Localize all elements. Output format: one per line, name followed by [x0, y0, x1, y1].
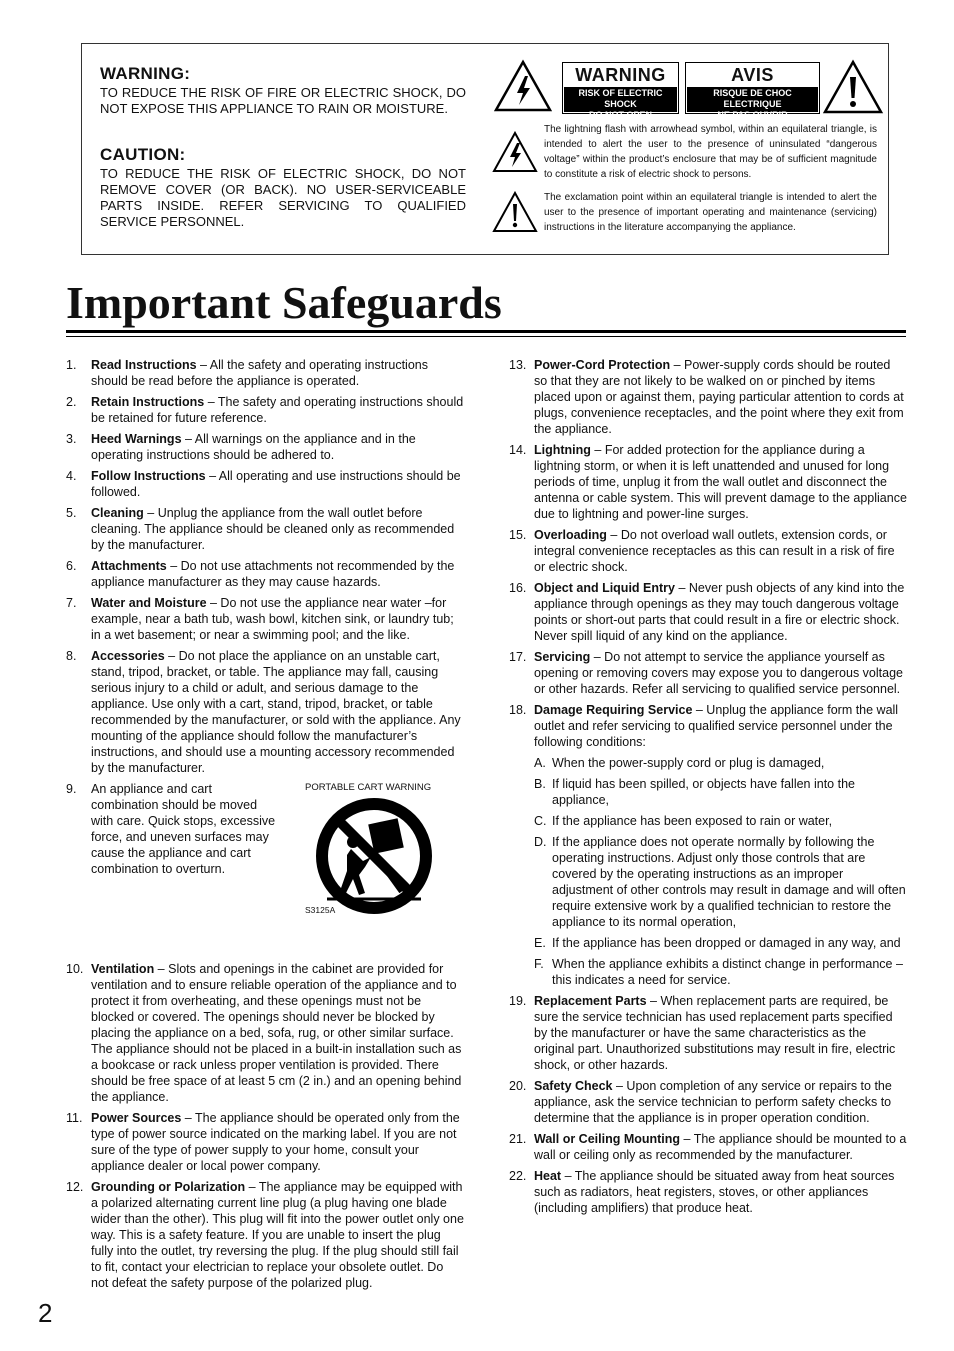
sub-item-text: When the appliance exhibits a distinct change in performance – this indicates a need for service.	[552, 957, 903, 987]
item-number: 19.	[509, 994, 527, 1008]
item-number: 2.	[66, 395, 77, 409]
item-heading: Power Sources	[91, 1111, 182, 1125]
item-text: – All operating and use instructions should be followed.	[91, 469, 461, 499]
list-item	[509, 580, 907, 644]
cart-warning-figure	[305, 782, 432, 915]
item-text: – Do not attempt to service the appliance yourself as opening or removing covers may expose you to dangerous voltage or other hazards. Refer all servicing to qualified service personnel.	[534, 650, 903, 696]
item-number: 3.	[66, 432, 77, 446]
item-heading: Ventilation	[91, 962, 155, 976]
item-text: – The appliance should be operated only from the type of power source indicated on the marking label. If you are not sure of the type of power supply to your home, consult your appliance dealer or local power company.	[91, 1111, 460, 1173]
warning-label-subtitle	[564, 87, 677, 120]
item-number: 14.	[509, 443, 527, 457]
sub-item-letter: F.	[534, 957, 544, 971]
page-title: Important Safeguards	[66, 277, 502, 328]
list-item	[66, 1110, 464, 1174]
list-item	[66, 394, 464, 426]
item-text: – The appliance should be mounted to a wall or ceiling only as recommended by the manufacturer.	[534, 1132, 907, 1162]
item-text: – Upon completion of any service or repairs to the appliance, ask the service technician to perform safety checks to determine that the appliance is in proper operation condition.	[534, 1079, 892, 1125]
item-text: An appliance and cart combination should be moved with care. Quick stops, excessive force, and uneven surfaces may cause the appliance and cart combination to overturn.	[91, 782, 276, 876]
item-heading: Overloading	[534, 528, 607, 542]
item-number: 18.	[509, 703, 527, 717]
item-heading: Power-Cord Protection	[534, 358, 671, 372]
list-item	[509, 993, 907, 1073]
item-heading: Water and Moisture	[91, 596, 207, 610]
item-text: – Power-supply cords should be routed so that they are not likely to be walked on or pinched by items placed upon or against them, paying particular attention to cords at plugs, convenience receptacles, and the point where they exit from the appliance.	[534, 358, 904, 436]
item-number: 4.	[66, 469, 77, 483]
item-number: 7.	[66, 596, 77, 610]
item-heading: Accessories	[91, 649, 165, 663]
item-number: 6.	[66, 559, 77, 573]
list-item	[66, 648, 464, 776]
title-rule-thin	[66, 336, 906, 337]
caution-text: TO REDUCE THE RISK OF ELECTRIC SHOCK, DO NOT REMOVE COVER (OR BACK). NO USER-SERVICEABLE PARTS INSIDE. REFER SERVICING TO QUALIFIED SERVICE PERSONNEL.	[100, 166, 466, 229]
list-item	[509, 442, 907, 522]
title-rule-thick	[66, 330, 906, 333]
item-number: 13.	[509, 358, 527, 372]
item-text: – The safety and operating instructions should be retained for future reference.	[91, 395, 464, 425]
list-item	[66, 468, 464, 500]
list-item	[509, 527, 907, 575]
list-item	[66, 357, 464, 389]
page-number: 2	[38, 1298, 53, 1328]
list-item	[66, 505, 464, 553]
item-number: 10.	[66, 962, 84, 976]
item-heading: Wall or Ceiling Mounting	[534, 1132, 681, 1146]
warning-heading: WARNING:	[100, 64, 191, 83]
warning-label	[562, 62, 679, 120]
item-number: 21.	[509, 1132, 527, 1146]
item-heading: Servicing	[534, 650, 591, 664]
sub-item	[534, 755, 907, 771]
item-number: 17.	[509, 650, 527, 664]
sub-item-letter: C.	[534, 814, 547, 828]
item-heading: Follow Instructions	[91, 469, 206, 483]
item-number: 1.	[66, 358, 77, 372]
item-number: 20.	[509, 1079, 527, 1093]
item-number: 22.	[509, 1169, 527, 1183]
sub-item	[534, 776, 907, 808]
sub-item	[534, 813, 907, 829]
item-heading: Heat	[534, 1169, 562, 1183]
lightning-description: The lightning flash with arrowhead symbol, within an equilateral triangle, is intended to alert the user to the presence of uninsulated “dangerous voltage” within the product’s enclosure that may be of sufficient magnitude to constitute a risk of electric shock to persons.	[544, 124, 877, 180]
avis-label-sub1: RISQUE DE CHOC ELECTRIQUE	[713, 88, 792, 109]
list-item	[66, 595, 464, 643]
list-item	[509, 1131, 907, 1163]
exclamation-symbol-icon	[492, 190, 538, 234]
sub-item-text: If liquid has been spilled, or objects have fallen into the appliance,	[552, 777, 855, 807]
item-text: – When replacement parts are required, be sure the service technician has used replacement parts specified by the manufacturer or have the same characteristics as the original part. Unauthorized substitutions may result in fire, electric shock, or other hazards.	[534, 994, 896, 1072]
list-item	[509, 702, 907, 988]
item-text: – Slots and openings in the cabinet are provided for ventilation and to ensure reliable operation of the appliance and to protect it from overheating, and these openings must not be blocked or covered. The openings should never be blocked by placing the appliance on a bed, sofa, rug, or other similar surface. The appliance should not be placed in a built-in installation such as a bookcase or rack unless proper ventilation is provided. There should be free space of at least 5 cm (2 in.) and an opening behind the appliance.	[91, 962, 462, 1104]
right-column	[509, 357, 907, 1221]
item-text: – Do not use attachments not recommended by the appliance manufacturer as they may cause hazards.	[91, 559, 455, 589]
list-item	[509, 357, 907, 437]
item-number: 8.	[66, 649, 77, 663]
sub-item-letter: D.	[534, 835, 547, 849]
avis-label-title: AVIS	[731, 65, 774, 85]
caution-heading: CAUTION:	[100, 145, 186, 164]
lightning-symbol-icon	[492, 130, 538, 174]
item-number: 5.	[66, 506, 77, 520]
list-item	[509, 1168, 907, 1216]
item-text: – Unplug the appliance form the wall outlet and refer servicing to qualified service personnel under the following conditions:	[534, 703, 899, 749]
caution-section	[100, 145, 466, 230]
sub-item-letter: E.	[534, 936, 546, 950]
item-text: – Do not use the appliance near water –for example, near a bath tub, wash bowl, kitchen sink, or laundry tub; in a wet basement; or near a swimming pool; and the like.	[91, 596, 454, 642]
sub-item-text: If the appliance does not operate normally by following the operating instructions. Adjust only those controls that are covered by the operating instructions as an improper adjustment of other controls may result in damage and will often require extensive work by a qualified technician to restore the appliance to its normal operation,	[552, 835, 906, 929]
item-number: 12.	[66, 1180, 84, 1194]
item-heading: Grounding or Polarization	[91, 1180, 246, 1194]
warning-text: TO REDUCE THE RISK OF FIRE OR ELECTRIC SHOCK, DO NOT EXPOSE THIS APPLIANCE TO RAIN OR MOISTURE.	[100, 85, 466, 116]
item-text: – Unplug the appliance from the wall outlet before cleaning. The appliance should be cleaned only as recommended by the manufacturer.	[91, 506, 455, 552]
exclamation-triangle-icon	[822, 59, 884, 115]
lightning-triangle-icon	[494, 59, 552, 113]
list-item	[66, 961, 464, 1105]
sub-item	[534, 956, 907, 988]
item-heading: Object and Liquid Entry	[534, 581, 675, 595]
item-text: – For added protection for the appliance during a lightning storm, or when it is left unattended and unused for long periods of time, unplug it from the wall outlet and disconnect the antenna or cable system. This will prevent damage to the appliance due to lightning and power-line surges.	[534, 443, 907, 521]
item-number: 16.	[509, 581, 527, 595]
item-text: – Never push objects of any kind into the appliance through openings as they may touch dangerous voltage points or short-out parts that could result in a fire or electric shock. Never spill liquid of any kind on the appliance.	[534, 581, 905, 643]
list-item	[66, 558, 464, 590]
item-text: – The appliance may be equipped with a polarized alternating current line plug (a plug having one blade wider than the other). This plug will fit into the power outlet only one way. This is a safety feature. If you are unable to insert the plug fully into the outlet, try reversing the plug. If the plug should still fail to fit, contact your electrician to replace your obsolete outlet. Do not defeat the safety purpose of the polarized plug.	[91, 1180, 464, 1290]
sub-item-letter: B.	[534, 777, 546, 791]
exclamation-description: The exclamation point within an equilateral triangle is intended to alert the user to the presence of important operating and maintenance (servicing) instructions in the literature accompanying the appliance.	[544, 192, 877, 233]
list-item	[66, 1179, 464, 1291]
item-heading: Read Instructions	[91, 358, 197, 372]
item-number: 9.	[66, 782, 77, 796]
sub-item-text: If the appliance has been exposed to rain or water,	[552, 814, 833, 828]
list-item	[509, 649, 907, 697]
item-text: – All warnings on the appliance and in the operating instructions should be adhered to.	[91, 432, 416, 462]
item-heading: Lightning	[534, 443, 591, 457]
item-heading: Safety Check	[534, 1079, 613, 1093]
item-number: 15.	[509, 528, 527, 542]
item-heading: Attachments	[91, 559, 167, 573]
item-heading: Damage Requiring Service	[534, 703, 693, 717]
list-item	[66, 431, 464, 463]
item-text: – All the safety and operating instructions should be read before the appliance is operated.	[91, 358, 428, 388]
warning-label-sub2: DO NOT OPEN	[588, 110, 652, 120]
list-item	[509, 1078, 907, 1126]
warning-label-title: WARNING	[575, 65, 666, 85]
item-heading: Retain Instructions	[91, 395, 205, 409]
sub-item-text: When the power-supply cord or plug is damaged,	[552, 756, 825, 770]
cart-warning-caption: PORTABLE CART WARNING	[305, 782, 432, 793]
item-text: – Do not overload wall outlets, extension cords, or integral convenience receptacles as this can result in a risk of fire or electric shock.	[534, 528, 895, 574]
sub-item	[534, 834, 907, 930]
avis-label-sub2: NE PAS OUVRIR	[717, 110, 788, 120]
avis-label-subtitle	[687, 87, 818, 120]
item-heading: Replacement Parts	[534, 994, 647, 1008]
item-number: 11.	[66, 1111, 83, 1125]
item-heading: Heed Warnings	[91, 432, 182, 446]
item-text: – The appliance should be situated away from heat sources such as radiators, heat registers, stoves, or other appliances (including amplifiers) that produce heat.	[534, 1169, 895, 1215]
cart-warning-code: S3125A	[305, 905, 336, 915]
cart-tipover-warning-icon	[313, 797, 435, 915]
item-heading: Cleaning	[91, 506, 144, 520]
item-text: – Do not place the appliance on an unstable cart, stand, tripod, bracket, or table. The appliance may fall, causing serious injury to a child or adult, and serious damage to the appliance. Use only with a cart, stand, tripod, bracket, or table recommended by the manufacturer, or sold with the appliance. Any mounting of the appliance should follow the manufacturer’s instructions, and should use a mounting accessory recommended by the manufacturer.	[91, 649, 461, 775]
warning-box	[81, 43, 889, 255]
sub-item-letter: A.	[534, 756, 546, 770]
warning-section	[100, 64, 466, 117]
sub-item	[534, 935, 907, 951]
sub-item-text: If the appliance has been dropped or damaged in any way, and	[552, 936, 901, 950]
avis-label	[685, 62, 820, 120]
warning-label-sub1: RISK OF ELECTRIC SHOCK	[578, 88, 663, 109]
